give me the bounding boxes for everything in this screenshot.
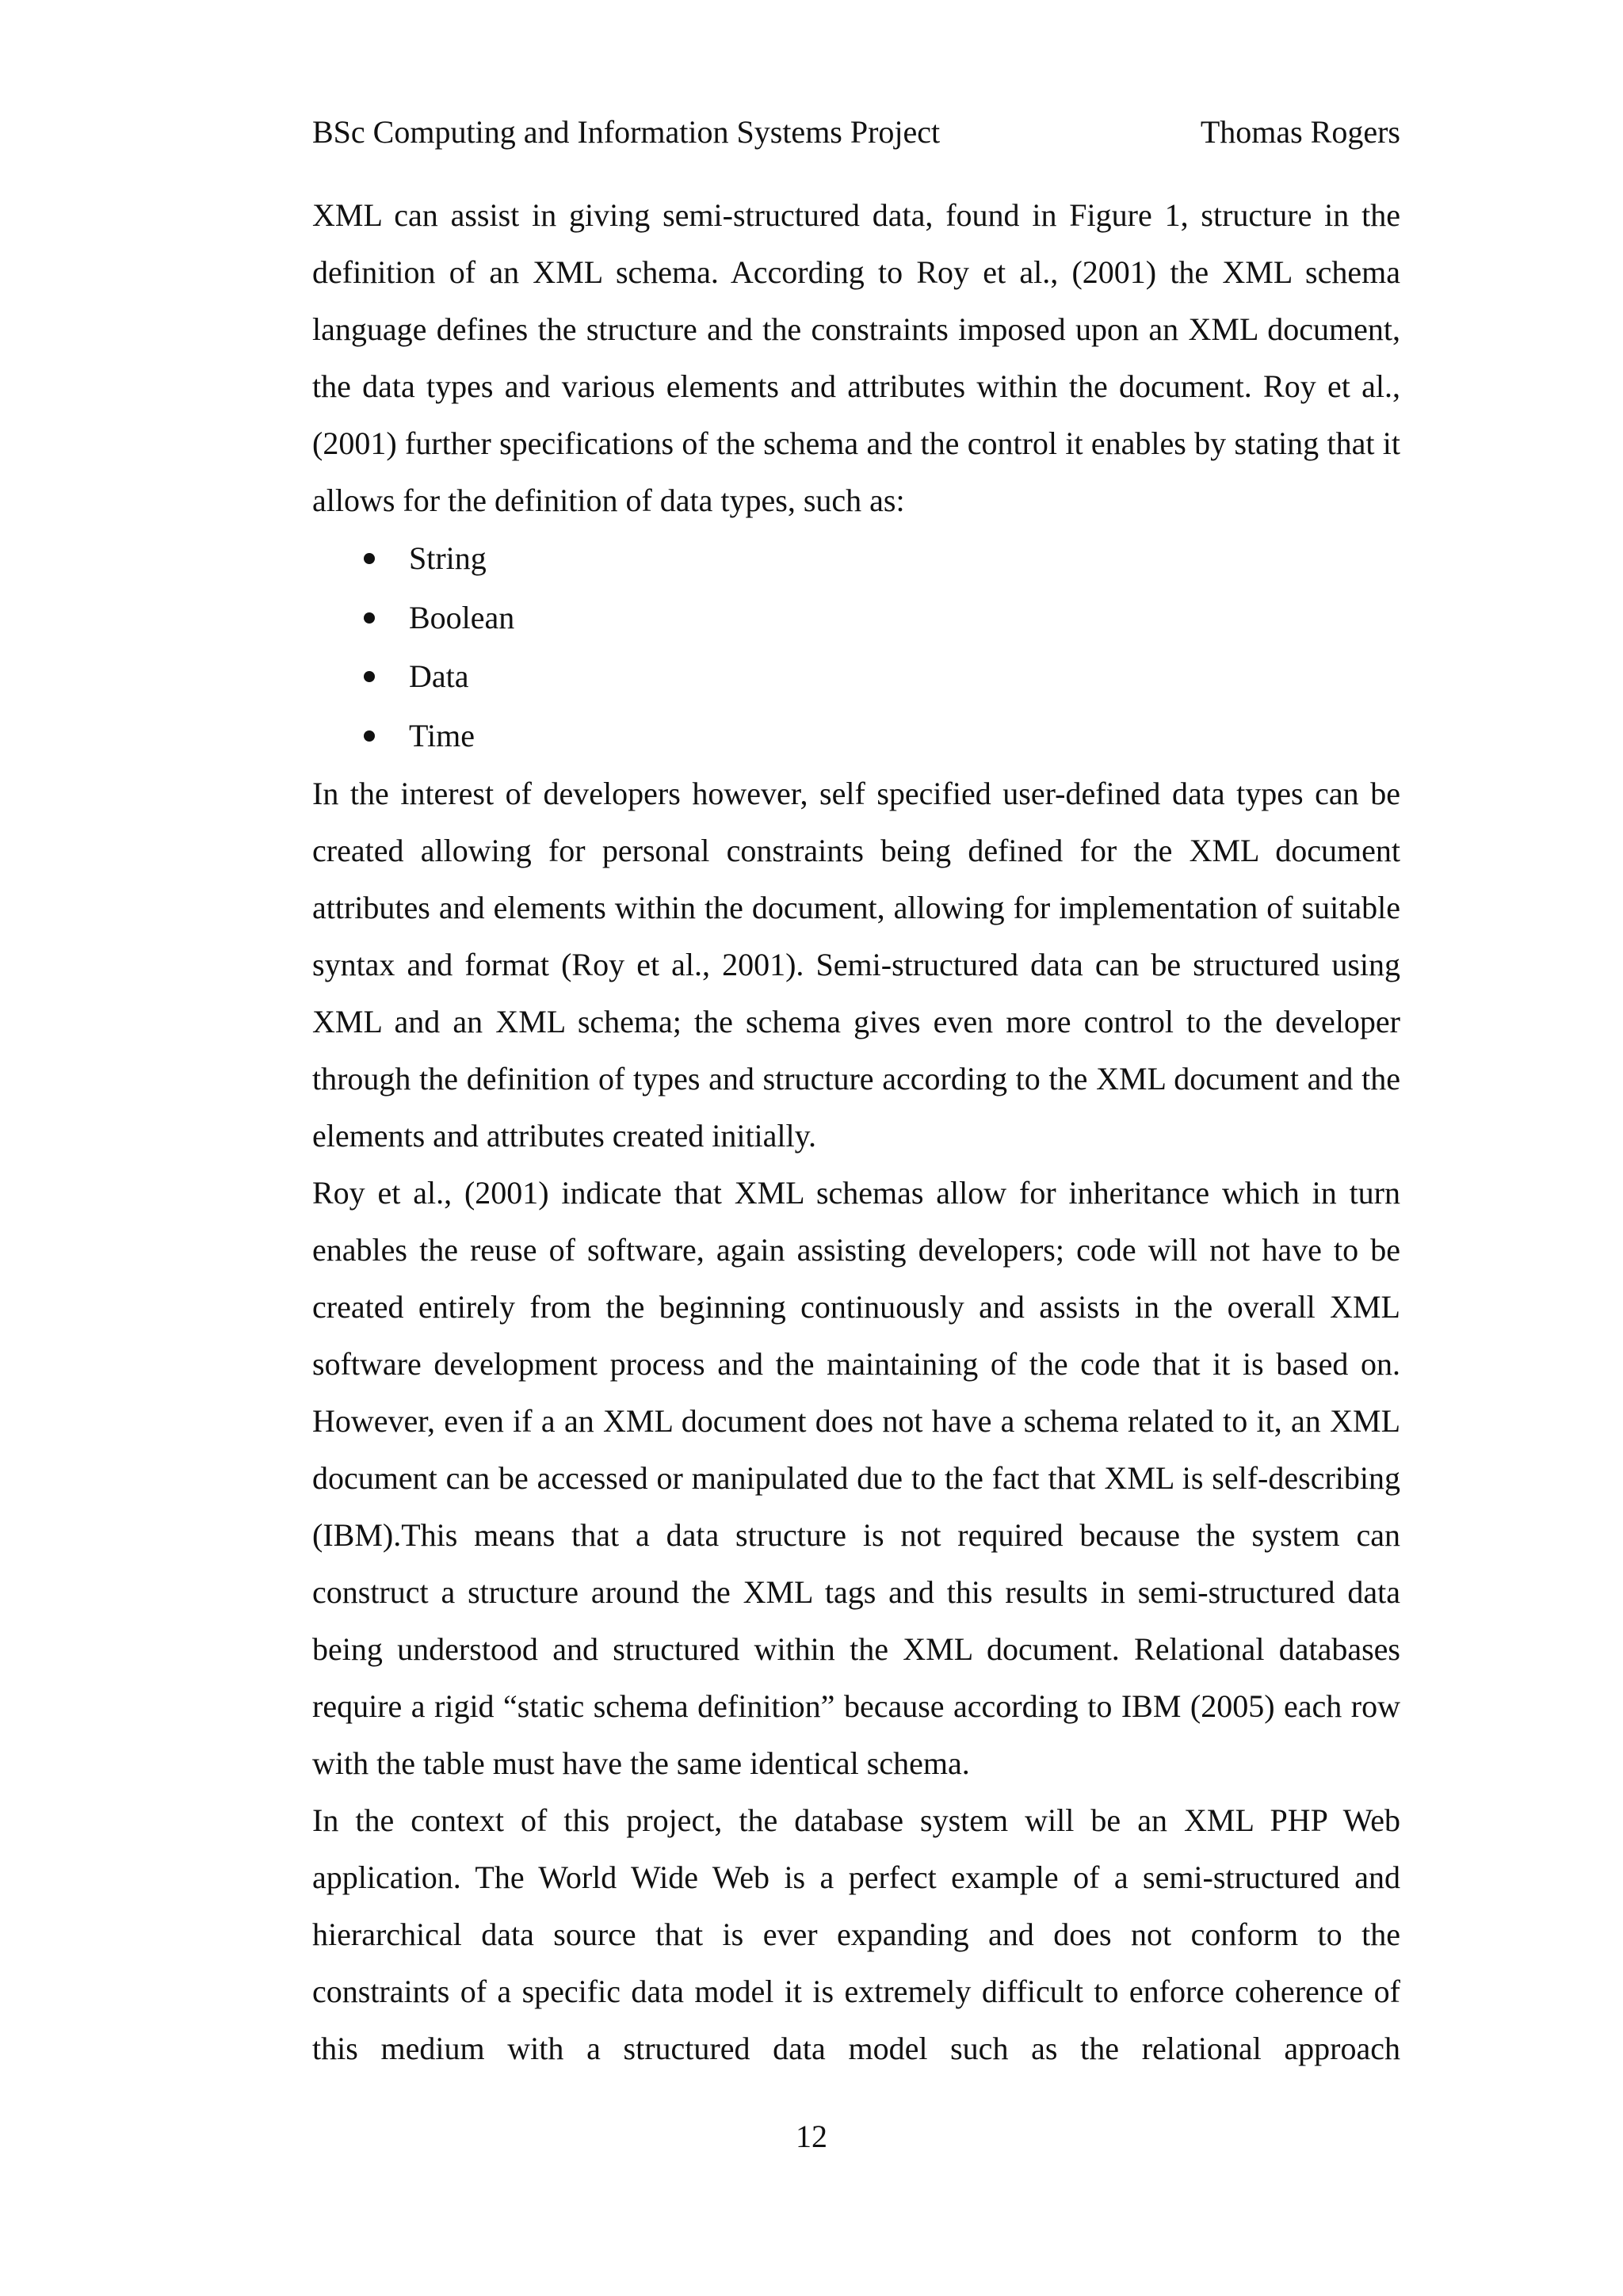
header-author-name: Thomas Rogers [1200,114,1400,150]
list-item-text: String [409,540,487,576]
list-item-text: Time [409,717,475,753]
paragraph-project-context: In the context of this project, the database system will be an XML PHP Web application. The World Wide Web is a perfect example of a semi-structured and hierarchical data source that is ever expanding and does not conform to the constraints of a specific data model it is extremely difficult to enforce coherence of this medium with a structured data model such as the relational approach [312,1802,1400,2066]
paragraph-xml-schema-intro: XML can assist in giving semi-structured data, found in Figure 1, structure in the definition of an XML schema. According to Roy et al., (2001) the XML schema language defines the structure and the constraints imposed upon an XML document, the data types and various elements and attributes within the document. Roy et al., (2001) further specifications of the schema and the control it enables by stating that it allows for the definition of data types, such as: [312,197,1400,518]
bullet-dot-icon [364,730,375,742]
list-item [312,707,1400,766]
page-number: 12 [796,2119,827,2154]
data-types-list [312,529,1400,765]
list-item [312,647,1400,707]
list-item-text: Boolean [409,599,515,635]
bullet-dot-icon [364,553,375,564]
list-item [312,589,1400,648]
bullet-dot-icon [364,671,375,682]
header-project-title: BSc Computing and Information Systems Project [312,114,941,150]
document-body [312,187,1400,2077]
paragraph-schema-inheritance: Roy et al., (2001) indicate that XML schemas allow for inheritance which in turn enables the reuse of software, again assisting developers; code will not have to be created entirely from the beginning continuously and assists in the overall XML software development process and the maintaining of the code that it is based on. However, even if a an XML document does not have a schema related to it, an XML document can be accessed or manipulated due to the fact that XML is self-describing (IBM).This means that a data structure is not required because the system can construct a structure around the XML tags and this results in semi-structured data being understood and structured within the XML document. Relational databases require a rigid “static schema definition” because according to IBM (2005) each row with the table must have the same identical schema. [312,1175,1400,1781]
bullet-dot-icon [364,612,375,624]
page-header [312,109,1400,155]
list-item [312,529,1400,589]
paragraph-user-defined-types: In the interest of developers however, self specified user-defined data types can be created allowing for personal constraints being defined for the XML document attributes and elements within the document, allowing for implementation of suitable syntax and format (Roy et al., 2001). Semi-structured data can be structured using XML and an XML schema; the schema gives even more control to the developer through the definition of types and structure according to the XML document and the elements and attributes created initially. [312,776,1400,1154]
list-item-text: Data [409,658,469,694]
